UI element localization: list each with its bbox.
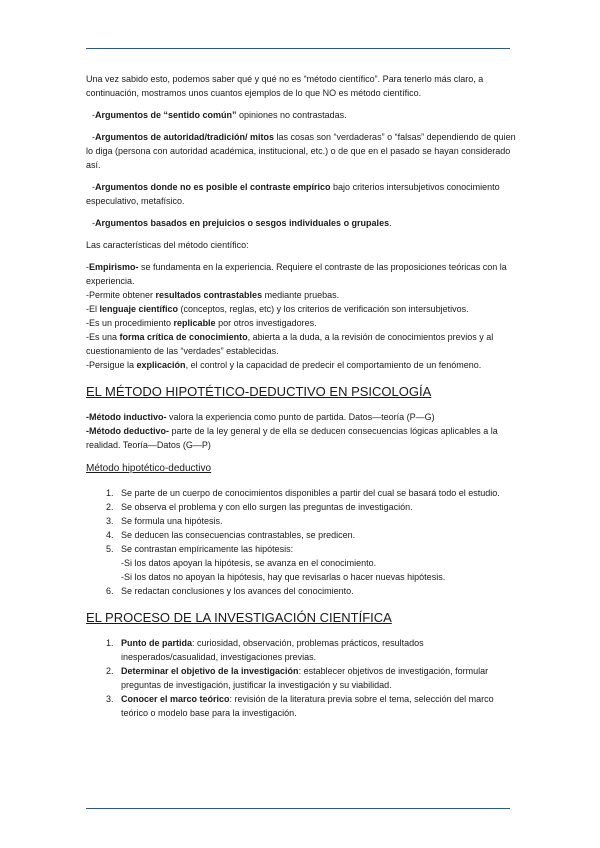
- hypothetico-deductive-steps: [86, 486, 516, 598]
- list-item: 3. Se formula una hipótesis.: [106, 516, 223, 526]
- characteristic-item: -El lenguaje científico (conceptos, reglas, etc) y los criterios de verificación son intersubjetivos.: [86, 304, 469, 314]
- method-inductive: -Método inductivo- valora la experiencia como punto de partida. Datos—teoría (P—G): [86, 412, 435, 422]
- characteristic-item: -Persigue la explicación, el control y la capacidad de predecir el comportamiento de un fenómeno.: [86, 360, 482, 370]
- characteristics-intro: Las características del método científico:: [86, 240, 249, 250]
- characteristic-item: -Es una forma crítica de conocimiento, abierta a la duda, a la revisión de conocimientos previos y al cuestionamiento de las “verdades” establecidas.: [86, 332, 494, 356]
- argument-item: -Argumentos donde no es posible el contraste empírico bajo criterios intersubjetivos conocimiento especulativo, metafísico.: [86, 182, 500, 206]
- section-heading-research-process: EL PROCESO DE LA INVESTIGACIÓN CIENTÍFICA: [86, 610, 392, 625]
- argument-item: -Argumentos de autoridad/tradición/ mitos las cosas son “verdaderas” o “falsas” dependiendo de quien lo diga (persona con autoridad académica, institucional, etc.) o de que en el pasado se hayan considerado así.: [86, 132, 516, 170]
- argument-item: -Argumentos de “sentido común” opiniones no contrastadas.: [92, 110, 347, 120]
- characteristics-list: [86, 260, 516, 372]
- footer-rule: [86, 808, 510, 809]
- argument-item: -Argumentos basados en prejuicios o sesgos individuales o grupales.: [92, 218, 392, 228]
- header-rule: [86, 48, 510, 49]
- research-process-steps: [86, 636, 516, 720]
- list-item: 5. Se contrastan empíricamente las hipótesis: -Si los datos apoyan la hipótesis, se avanza en el conocimiento. -Si los datos no apoyan la hipótesis, hay que revisarlas o hacer nuevas hipótesis.: [106, 544, 446, 582]
- list-item: 2. Se observa el problema y con ello surgen las preguntas de investigación.: [106, 502, 413, 512]
- page-body: [86, 72, 516, 720]
- list-item: 6. Se redactan conclusiones y los avances del conocimiento.: [106, 586, 354, 596]
- characteristic-item: -Empirismo- se fundamenta en la experiencia. Requiere el contraste de las proposiciones teóricas con la experiencia.: [86, 262, 507, 286]
- list-item: 1. Punto de partida: curiosidad, observación, problemas prácticos, resultados inesperados/casualidad, investigaciones previas.: [106, 638, 424, 662]
- section-heading-hypothetico-deductive: EL MÉTODO HIPOTÉTICO-DEDUCTIVO EN PSICOLOGÍA: [86, 384, 432, 399]
- method-deductive: -Método deductivo- parte de la ley general y de ella se deducen consecuencias lógicas aplicables a la realidad. Teoría—Datos (G—P): [86, 426, 498, 450]
- characteristic-item: -Es un procedimiento replicable por otros investigadores.: [86, 318, 317, 328]
- list-item: 2. Determinar el objetivo de la investigación: establecer objetivos de investigación, formular preguntas de investigación, justificar la investigación y su viabilidad.: [106, 666, 489, 690]
- subheading-hypothetico-deductive: Método hipotético-deductivo: [86, 463, 212, 474]
- list-item: 3. Conocer el marco teórico: revisión de la literatura previa sobre el tema, selección del marco teórico o modelo base para la investigación.: [106, 694, 494, 718]
- intro-paragraph: Una vez sabido esto, podemos saber qué y qué no es “método científico”. Para tenerlo más claro, a continuación, mostramos unos cuantos ejemplos de lo que NO es método científico.: [86, 74, 484, 98]
- characteristic-item: -Permite obtener resultados contrastables mediante pruebas.: [86, 290, 340, 300]
- list-item: 1. Se parte de un cuerpo de conocimientos disponibles a partir del cual se basará todo el estudio.: [106, 488, 500, 498]
- list-item: 4. Se deducen las consecuencias contrastables, se predicen.: [106, 530, 356, 540]
